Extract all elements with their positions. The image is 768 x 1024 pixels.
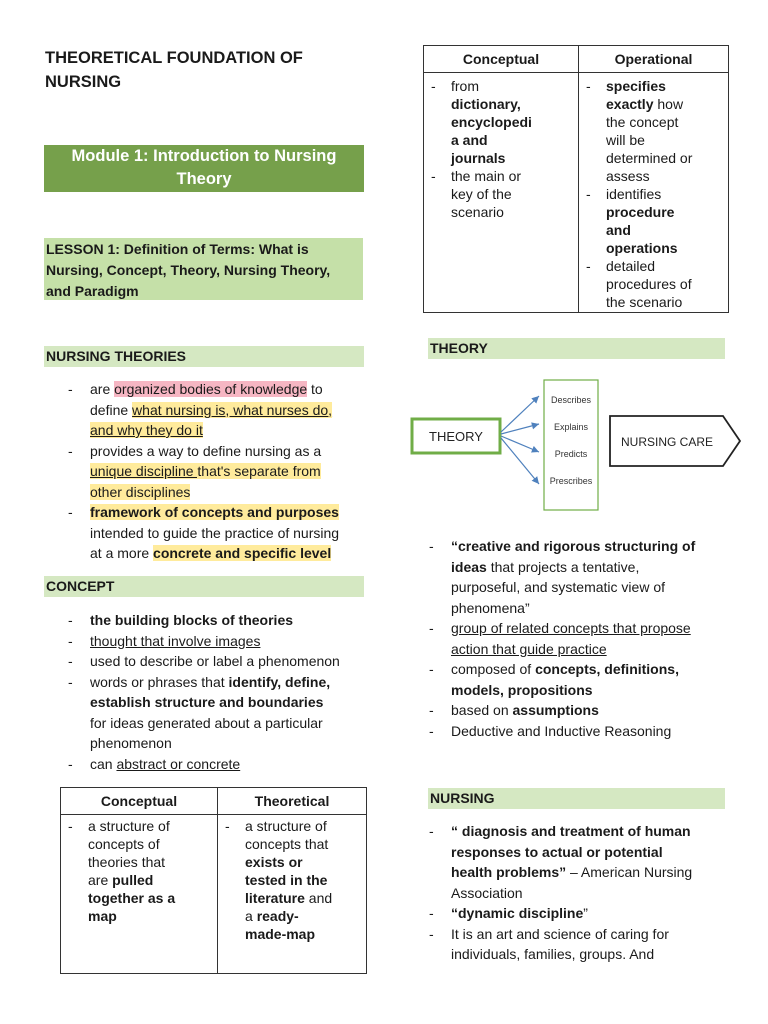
item-text: abstract or concrete xyxy=(116,755,241,772)
item-text: assumptions xyxy=(512,702,599,718)
nursing-theories-list xyxy=(68,379,368,564)
item-text: - group of related concepts that propose xyxy=(451,620,691,636)
document-title-line: THEORETICAL FOUNDATION OF xyxy=(45,49,303,67)
list-item xyxy=(429,721,729,742)
list-item xyxy=(68,610,368,631)
cell-text: - from xyxy=(451,78,479,94)
item-text: based on xyxy=(451,702,513,718)
item-text: concepts, definitions, xyxy=(535,661,679,677)
item-text: thought that involve images xyxy=(90,632,261,649)
list-item xyxy=(429,821,729,903)
nursing-care-label: NURSING CARE xyxy=(620,435,714,449)
theory-diagram xyxy=(405,372,745,517)
cell-text: a and xyxy=(451,132,488,148)
column-header: Theoretical xyxy=(218,788,367,815)
nursing-list xyxy=(429,821,729,965)
list-item xyxy=(429,618,729,659)
list-item xyxy=(429,924,729,965)
item-text: – American Nursing xyxy=(566,864,693,880)
cell-text: dictionary, xyxy=(451,96,521,112)
module-banner xyxy=(44,145,364,192)
lesson-title-line: and Paradigm xyxy=(46,283,139,299)
list-item xyxy=(429,659,729,700)
item-text: at a more xyxy=(90,545,154,561)
item-text: - provides a way to define nursing as a xyxy=(90,442,322,459)
cell-text: and xyxy=(304,890,333,906)
table-cell xyxy=(424,73,579,313)
cell-text: tested in the xyxy=(245,872,328,888)
list-item xyxy=(429,700,729,721)
cell-text: exactly xyxy=(606,96,654,112)
cell-text: map xyxy=(88,908,117,924)
list-item xyxy=(68,441,368,503)
arrow xyxy=(501,396,539,432)
list-item xyxy=(580,77,727,185)
highlighted-text: unique discipline xyxy=(90,463,198,479)
highlighted-text: organized bodies of knowledge xyxy=(114,381,308,397)
cell-text: - the main or xyxy=(451,168,522,184)
conceptual-operational-table xyxy=(423,45,729,313)
cell-text: ready- xyxy=(256,908,299,924)
cell-text: key of the xyxy=(451,186,512,202)
cell-text: the concept xyxy=(606,114,679,130)
cell-text: are xyxy=(88,872,113,888)
concept-list xyxy=(68,610,368,774)
list-item xyxy=(425,77,577,167)
diagram-item: Prescribes xyxy=(549,476,593,486)
item-text: “dynamic discipline xyxy=(451,905,584,921)
list-item xyxy=(68,672,368,754)
cell-text: operations xyxy=(606,240,678,256)
cell-text: concepts of xyxy=(88,836,160,852)
nursing-theories-heading: NURSING THEORIES xyxy=(44,346,364,367)
highlighted-text: other disciplines xyxy=(90,483,191,500)
highlighted-text: that's separate from xyxy=(197,463,321,479)
theory-list xyxy=(429,536,729,741)
item-text: the building blocks of theories xyxy=(90,612,294,628)
item-text: Deductive and Inductive Reasoning xyxy=(451,722,672,739)
item-text: purposeful, and systematic view of xyxy=(451,579,665,595)
list-item xyxy=(68,631,368,652)
cell-text: together as a xyxy=(88,890,176,906)
module-title-line: Theory xyxy=(176,170,232,188)
list-item xyxy=(425,167,577,221)
cell-text: a xyxy=(245,908,257,924)
cell-text: scenario xyxy=(451,204,504,220)
item-text: are xyxy=(90,381,115,397)
item-text: define xyxy=(90,401,133,418)
list-item xyxy=(219,817,365,943)
table-cell xyxy=(579,73,729,313)
cell-text: encyclopedi xyxy=(451,114,532,130)
list-item xyxy=(68,754,368,775)
cell-text: journals xyxy=(451,150,506,166)
cell-text: made-map xyxy=(245,926,316,942)
highlighted-text: and why they do it xyxy=(90,422,203,438)
list-item xyxy=(580,257,727,311)
cell-text: will be xyxy=(606,132,645,148)
item-text: that projects a tentative, xyxy=(486,558,640,575)
concept-heading: CONCEPT xyxy=(44,576,364,597)
item-text: phenomenon xyxy=(90,735,172,751)
list-item xyxy=(580,185,727,257)
conceptual-theoretical-table xyxy=(60,787,367,974)
highlighted-text: framework of concepts and purposes xyxy=(90,504,339,520)
list-item xyxy=(68,502,368,564)
lesson-title-line: Nursing, Concept, Theory, Nursing Theory, xyxy=(46,262,331,278)
cell-text: concepts that xyxy=(245,836,329,852)
item-text: responses to actual or potential xyxy=(451,843,663,860)
item-text: ideas xyxy=(451,558,487,575)
column-header: Operational xyxy=(579,46,729,73)
list-item xyxy=(62,817,216,925)
list-item xyxy=(68,379,368,441)
cell-text: and xyxy=(606,222,631,238)
item-text: individuals, families, groups. And xyxy=(451,946,655,962)
table-cell xyxy=(218,815,367,974)
cell-text: the scenario xyxy=(606,294,683,310)
item-text: to xyxy=(307,381,323,397)
theory-heading: THEORY xyxy=(428,338,725,359)
highlighted-text: concrete and specific level xyxy=(153,545,332,561)
document-title xyxy=(45,46,365,94)
diagram-item: Explains xyxy=(553,422,589,432)
item-text: words or phrases that xyxy=(90,673,229,690)
item-text: models, propositions xyxy=(451,681,593,698)
list-item xyxy=(429,536,729,618)
diagram-item: Describes xyxy=(550,395,592,405)
item-text: phenomena” xyxy=(451,599,530,616)
cell-text: procedures of xyxy=(606,276,692,292)
cell-text: specifies xyxy=(606,78,666,94)
highlighted-text: what nursing is, what nurses do, xyxy=(132,401,333,418)
cell-text: exists or xyxy=(245,854,303,870)
cell-text: - a structure of xyxy=(245,818,327,834)
document-title-line: NURSING xyxy=(45,73,122,91)
table-cell xyxy=(61,815,218,974)
column-header: Conceptual xyxy=(61,788,218,815)
theory-box-label: THEORY xyxy=(429,429,483,444)
item-text: ” xyxy=(583,905,588,921)
item-text: composed of xyxy=(451,661,536,677)
item-text: - It is an art and science of caring for xyxy=(451,925,669,942)
cell-text: theories that xyxy=(88,854,166,870)
cell-text: literature xyxy=(245,890,305,906)
nursing-heading: NURSING xyxy=(428,788,725,809)
arrow xyxy=(501,424,539,434)
item-text: intended to guide the practice of nursing xyxy=(90,524,340,541)
arrow xyxy=(501,438,539,484)
column-header: Conceptual xyxy=(424,46,579,73)
module-title-line: Module 1: Introduction to Nursing xyxy=(71,147,337,165)
item-text: health problems” xyxy=(451,864,567,880)
cell-text: pulled xyxy=(112,872,154,888)
diagram-item: Predicts xyxy=(554,449,588,459)
cell-text: - identifies xyxy=(606,186,662,202)
list-item xyxy=(429,903,729,924)
item-text: used to describe or label a phenomenon xyxy=(90,653,340,669)
item-text: “creative and rigorous structuring of xyxy=(451,538,696,554)
item-text: establish structure and boundaries xyxy=(90,694,324,710)
cell-text: - a structure of xyxy=(88,818,170,834)
lesson-title-line: LESSON 1: Definition of Terms: What is xyxy=(46,241,309,257)
item-text: identify, define, xyxy=(228,673,331,690)
cell-text: procedure xyxy=(606,204,675,220)
item-text: Association xyxy=(451,884,523,901)
list-item xyxy=(68,651,368,672)
cell-text: how xyxy=(653,96,684,112)
cell-text: determined or xyxy=(606,150,693,166)
item-text: for ideas generated about a particular xyxy=(90,714,323,731)
cell-text: - detailed xyxy=(606,258,656,274)
cell-text: assess xyxy=(606,168,650,184)
item-text: action that guide practice xyxy=(451,640,607,657)
item-text: “ diagnosis and treatment of human xyxy=(451,823,691,839)
item-text: can xyxy=(90,755,117,772)
lesson-banner xyxy=(44,238,363,300)
